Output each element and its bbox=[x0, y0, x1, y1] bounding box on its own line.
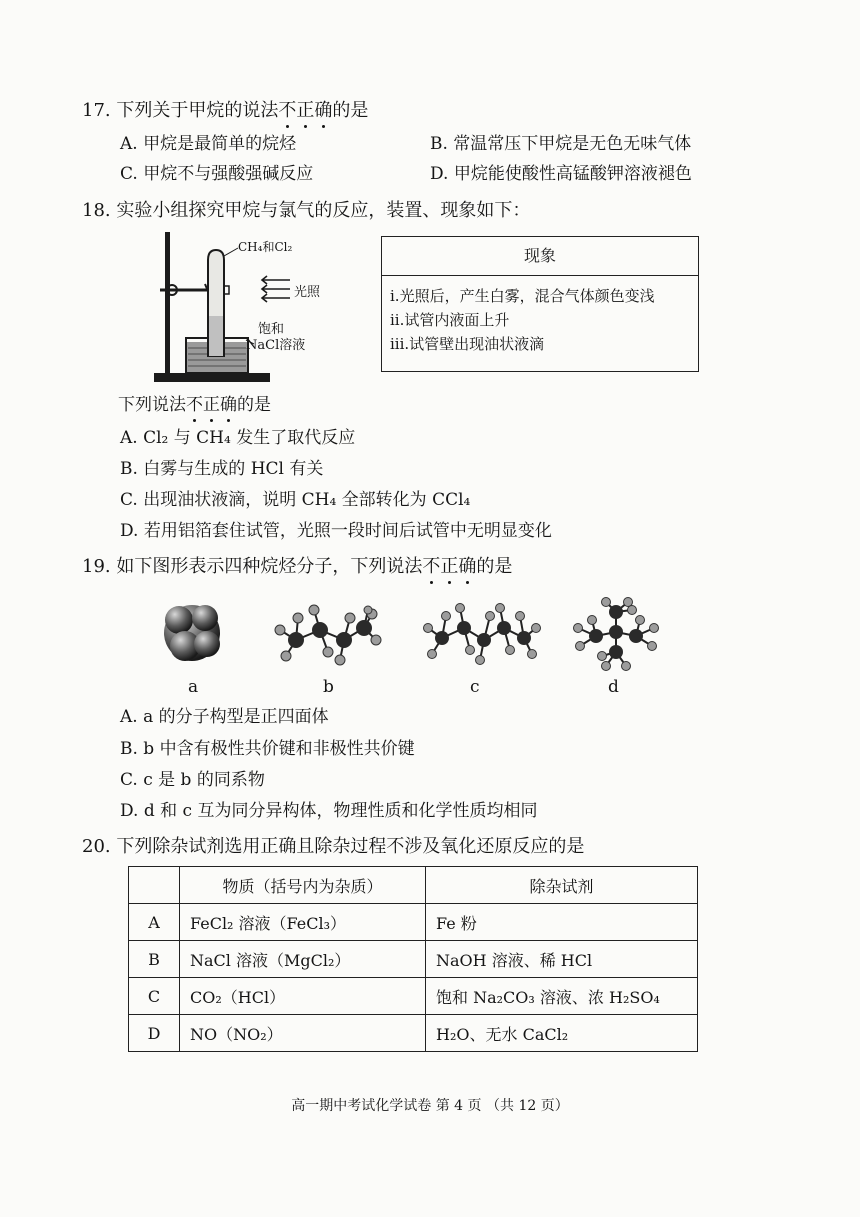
purification-table bbox=[128, 866, 698, 1052]
table-cell: CO₂（HCl） bbox=[180, 978, 426, 1015]
molecule-b-image bbox=[268, 600, 384, 672]
table-header-cell bbox=[129, 867, 180, 904]
q17-option-b: B. 常温常压下甲烷是无色无味气体 bbox=[430, 134, 692, 154]
gas-label: CH₄和Cl₂ bbox=[238, 240, 293, 254]
q19-option-d: D. d 和 c 互为同分异构体，物理性质和化学性质均相同 bbox=[120, 801, 538, 821]
observation-header: 现象 bbox=[382, 237, 698, 276]
table-header-row bbox=[129, 867, 698, 904]
q18-option-b: B. 白雾与生成的 HCl 有关 bbox=[120, 459, 324, 479]
molecule-label-c: c bbox=[470, 677, 480, 697]
molecule-c-image bbox=[420, 600, 542, 672]
table-cell: B bbox=[129, 941, 180, 978]
q17-option-d: D. 甲烷能使酸性高锰酸钾溶液褪色 bbox=[430, 164, 692, 184]
page-footer: 高一期中考试化学试卷 第 4 页 （共 12 页） bbox=[291, 1098, 569, 1114]
solution-label-2: NaCl溶液 bbox=[246, 338, 306, 353]
q18-option-a: A. Cl₂ 与 CH₄ 发生了取代反应 bbox=[120, 428, 356, 448]
molecule-label-a: a bbox=[188, 677, 199, 697]
q18-sub-stem: 下列说法不正确的是 bbox=[118, 395, 271, 415]
q17-option-c: C. 甲烷不与强酸强碱反应 bbox=[120, 164, 314, 184]
observation-line: i.光照后，产生白雾，混合气体颜色变浅 bbox=[390, 287, 655, 305]
q19-option-c: C. c 是 b 的同系物 bbox=[120, 770, 265, 790]
table-cell: A bbox=[129, 904, 180, 941]
table-row bbox=[129, 904, 698, 941]
table-row bbox=[129, 978, 698, 1015]
q20-stem: 20. 下列除杂试剂选用正确且除杂过程不涉及氧化还原反应的是 bbox=[82, 836, 585, 857]
table-header-cell: 物质（括号内为杂质） bbox=[180, 867, 426, 904]
q17-stem: 17. 下列关于甲烷的说法不正确的是 bbox=[82, 100, 369, 121]
q19-option-b: B. b 中含有极性共价键和非极性共价键 bbox=[120, 739, 415, 759]
table-cell: C bbox=[129, 978, 180, 1015]
q19-option-a: A. a 的分子构型是正四面体 bbox=[120, 707, 329, 727]
table-cell: H₂O、无水 CaCl₂ bbox=[426, 1015, 698, 1052]
table-cell: NO（NO₂） bbox=[180, 1015, 426, 1052]
observation-table bbox=[381, 236, 699, 372]
table-cell: Fe 粉 bbox=[426, 904, 698, 941]
light-label: 光照 bbox=[294, 285, 321, 300]
table-cell: NaOH 溶液、稀 HCl bbox=[426, 941, 698, 978]
q19-stem: 19. 如下图形表示四种烷烃分子，下列说法不正确的是 bbox=[82, 556, 513, 577]
molecule-label-b: b bbox=[323, 677, 334, 697]
molecule-d-image bbox=[566, 596, 666, 674]
table-row bbox=[129, 1015, 698, 1052]
table-cell: FeCl₂ 溶液（FeCl₃） bbox=[180, 904, 426, 941]
molecule-label-d: d bbox=[608, 677, 619, 697]
table-cell: 饱和 Na₂CO₃ 溶液、浓 H₂SO₄ bbox=[426, 978, 698, 1015]
q18-option-c: C. 出现油状液滴，说明 CH₄ 全部转化为 CCl₄ bbox=[120, 490, 471, 510]
table-header-cell: 除杂试剂 bbox=[426, 867, 698, 904]
table-cell: D bbox=[129, 1015, 180, 1052]
table-cell: NaCl 溶液（MgCl₂） bbox=[180, 941, 426, 978]
observation-line: iii.试管壁出现油状液滴 bbox=[390, 335, 545, 353]
table-row bbox=[129, 941, 698, 978]
q18-option-d: D. 若用铝箔套住试管，光照一段时间后试管中无明显变化 bbox=[120, 521, 552, 541]
q17-option-a: A. 甲烷是最简单的烷烃 bbox=[120, 134, 297, 154]
observation-line: ii.试管内液面上升 bbox=[390, 311, 510, 329]
solution-label-1: 饱和 bbox=[258, 322, 285, 337]
q18-stem: 18. 实验小组探究甲烷与氯气的反应，装置、现象如下： bbox=[82, 200, 531, 221]
molecule-a-image bbox=[155, 596, 229, 670]
